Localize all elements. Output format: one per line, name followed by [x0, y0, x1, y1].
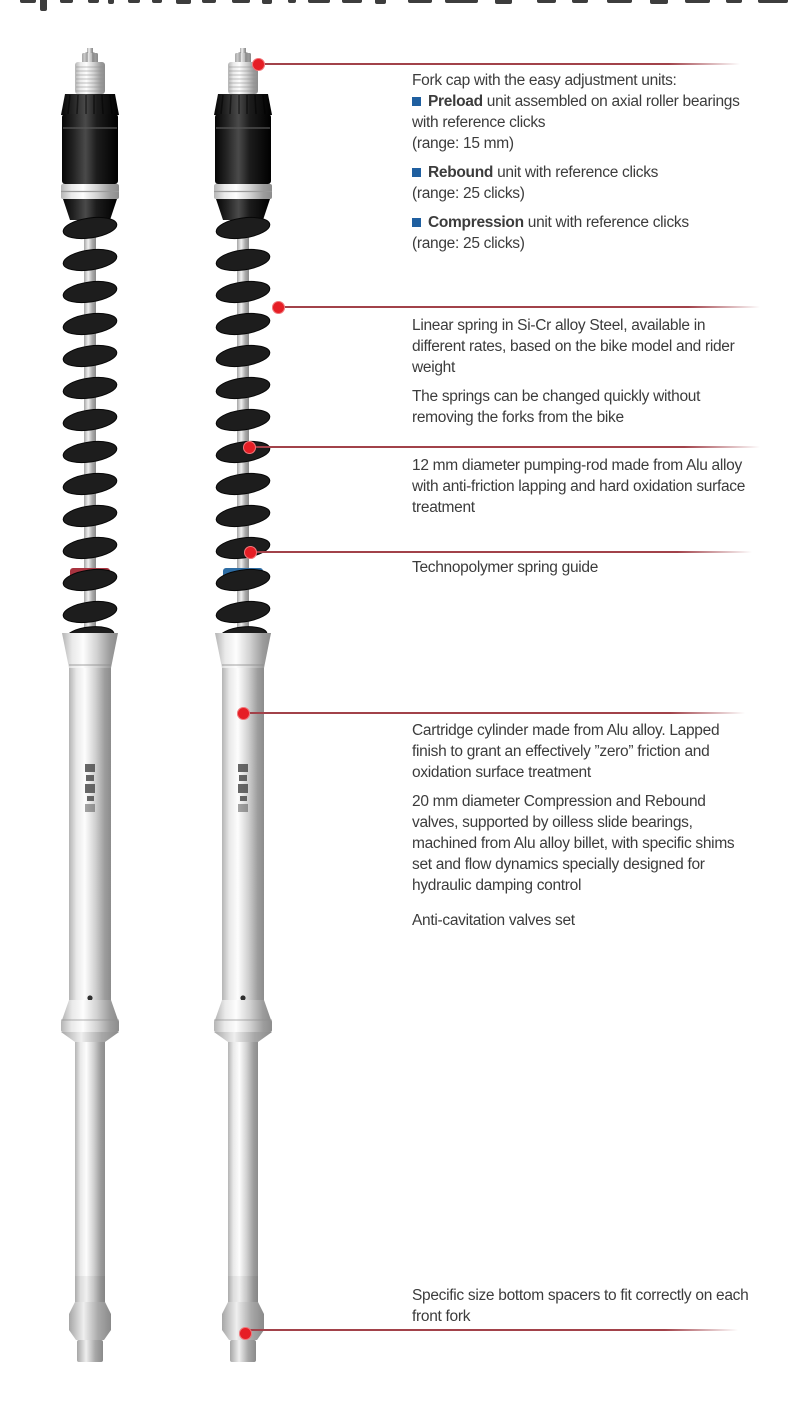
header-fragment [572, 0, 588, 3]
header-fragment [726, 0, 742, 3]
header-fragment [537, 0, 556, 3]
callout-text-pumping-rod: 12 mm diameter pumping-rod made from Alu alloy with anti-friction lapping and hard oxidation surface treatment [412, 457, 746, 516]
callout-dot-pumping-rod [243, 441, 256, 454]
callout-dot-bottom-spacer [239, 1327, 252, 1340]
header-fragment [20, 0, 36, 3]
callout-text-bottom-spacer: Specific size bottom spacers to fit correctly on each front fork [412, 1287, 749, 1325]
bullet-item-rebound: Rebound unit with reference clicks (range: 25 clicks) [412, 162, 753, 204]
bullet-item-compression: Compression unit with reference clicks (range: 25 clicks) [412, 212, 753, 254]
callout-text-cartridge: Cartridge cylinder made from Alu alloy. Lapped finish to grant an effectively ”zero” friction and oxidation surface treatment 20 mm diameter Compression and Rebound valves, supported by oilless slide bearings, machined from Alu alloy billet, with specific shims set and flow dynamics specially designed for hydraulic damping control Anti-cavitation valves set [412, 722, 735, 929]
header-fragment [176, 0, 191, 4]
callout-dot-cartridge [237, 707, 250, 720]
callout-dot-fork-cap [252, 58, 265, 71]
header-fragment [108, 0, 114, 4]
header-fragment [408, 0, 432, 3]
header-fragment [445, 0, 478, 3]
header-fragment [342, 0, 362, 3]
header-fragment [262, 0, 272, 4]
callout-line-bottom-spacer [250, 1329, 738, 1331]
header-fragment [152, 0, 162, 3]
header-fragment [128, 0, 140, 3]
callout-text-fork-cap [412, 70, 753, 254]
header-fragment [650, 0, 668, 4]
callout-dot-spring [272, 301, 285, 314]
callout-line-pumping-rod [254, 446, 760, 448]
callout-line-spring [283, 306, 760, 308]
bullet-square-icon [412, 97, 421, 106]
rebound-range: (range: 25 clicks) [412, 185, 525, 202]
bullet-square-icon [412, 168, 421, 177]
header-fragment [375, 0, 386, 4]
callout-line-spring-guide [255, 551, 752, 553]
compression-range: (range: 25 clicks) [412, 235, 525, 252]
header-fragment [40, 0, 47, 11]
header-fragment [88, 0, 99, 3]
header-fragment [308, 0, 330, 3]
callout-text-spring-guide: Technopolymer spring guide [412, 559, 599, 576]
bullet-item-preload: Preload unit assembled on axial roller bearings with reference clicks (range: 15 mm) [412, 91, 753, 154]
callout-text-spring: Linear spring in Si-Cr alloy Steel, available in different rates, based on the bike model and rider weight The springs can be changed quickly without removing the forks from the bike [412, 317, 735, 426]
header-fragment [60, 0, 73, 3]
bullet-square-icon [412, 218, 421, 227]
callout-line-cartridge [248, 712, 745, 714]
fork-cartridge-left [30, 48, 150, 1368]
callout-line-fork-cap [264, 63, 740, 65]
header-fragment [288, 0, 296, 3]
header-fragment [202, 0, 216, 3]
header-fragment [685, 0, 710, 3]
header-fragment [607, 0, 632, 3]
header-fragment [495, 0, 512, 4]
header-fragment [758, 0, 788, 3]
header-fragment [232, 0, 250, 3]
callout-dot-spring-guide [244, 546, 257, 559]
fork-cap-intro: Fork cap with the easy adjustment units: [412, 72, 677, 89]
preload-range: (range: 15 mm) [412, 135, 514, 152]
